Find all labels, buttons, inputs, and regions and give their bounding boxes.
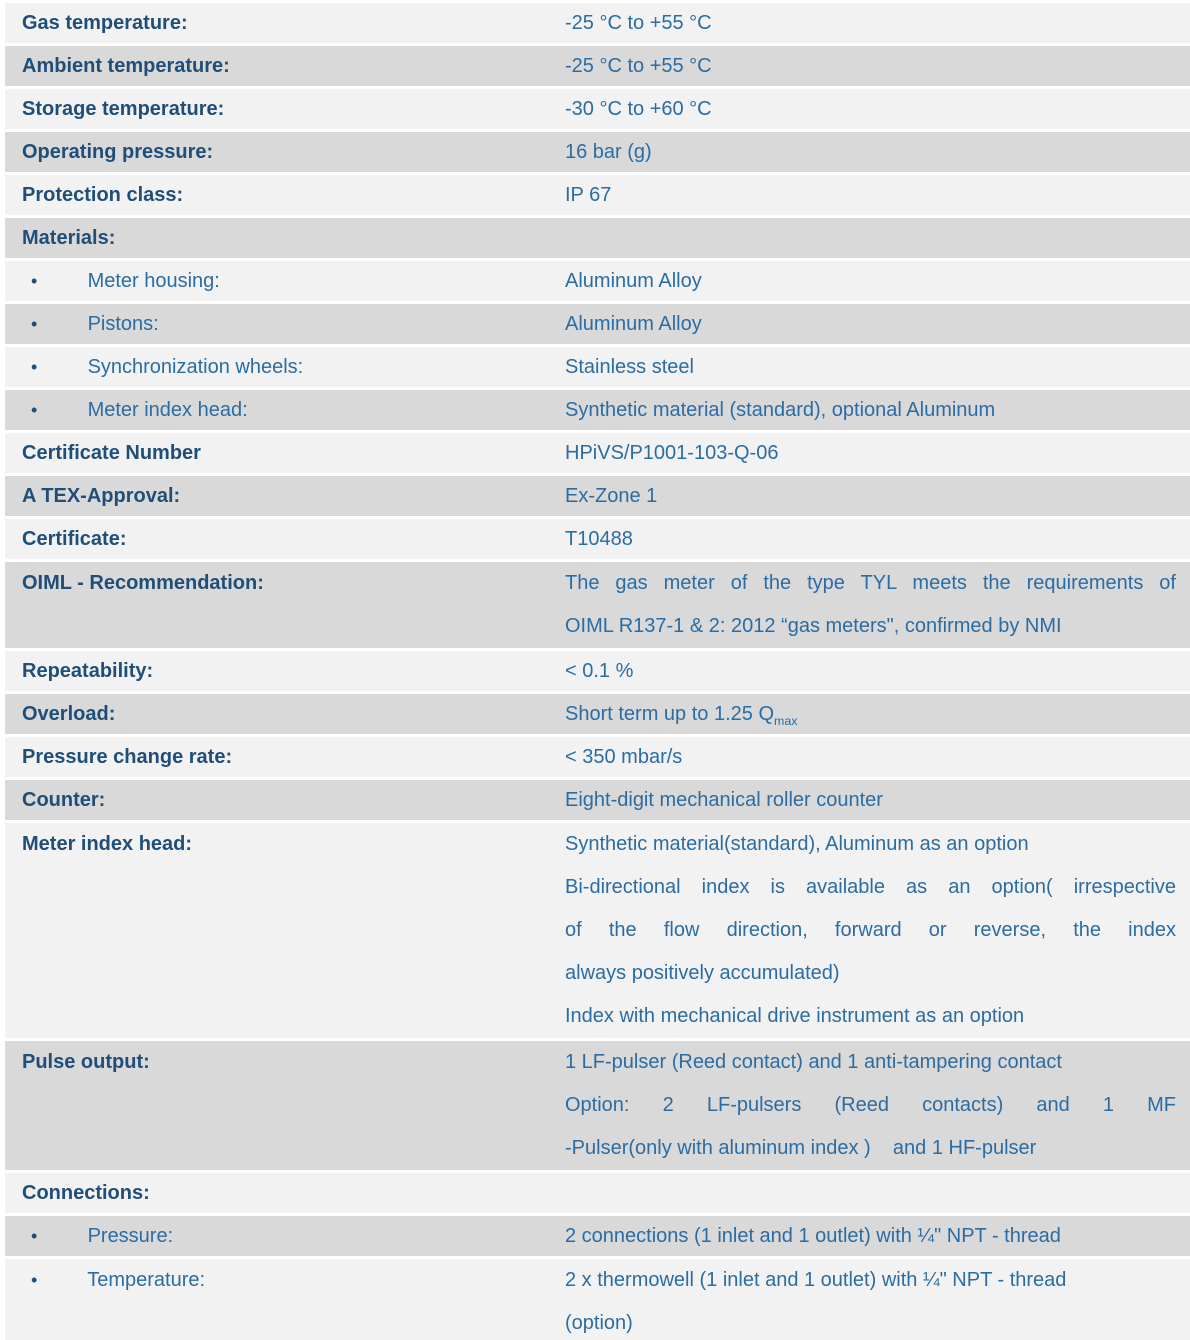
table-row xyxy=(5,1041,1190,1170)
spec-value-line: Short term up to 1.25 $Q_{max}$ xyxy=(565,703,798,728)
table-row xyxy=(5,175,1190,215)
spec-value-line: < 350 mbar/s xyxy=(565,746,683,768)
spec-label-cell xyxy=(5,694,565,734)
table-row xyxy=(5,519,1190,559)
spec-value-cell xyxy=(565,780,1190,820)
spec-value-cell xyxy=(565,651,1190,691)
spec-value-cell xyxy=(565,175,1190,215)
table-row xyxy=(5,89,1190,129)
spec-label-cell xyxy=(5,218,565,258)
spec-label-cell xyxy=(5,823,565,866)
spec-label: Pressure change rate: xyxy=(22,746,233,768)
bullet-icon: • xyxy=(31,1270,38,1290)
spec-value-cell xyxy=(565,89,1190,129)
spec-label-cell xyxy=(5,1041,565,1084)
spec-value-line: 2 x thermowell (1 inlet and 1 outlet) with ¼" NPT - thread xyxy=(565,1269,1067,1291)
spec-value-line: Stainless steel xyxy=(565,356,694,378)
spec-value-cell xyxy=(565,694,1190,734)
spec-label-cell xyxy=(5,1216,565,1256)
spec-label: Synchronization wheels: xyxy=(87,356,304,378)
spec-label-cell xyxy=(5,347,565,387)
spec-label-cell xyxy=(5,261,565,301)
spec-value-line: T10488 xyxy=(565,528,633,550)
spec-label: Materials: xyxy=(22,227,116,249)
spec-value-cell xyxy=(565,823,1190,1038)
spec-label: Pressure: xyxy=(87,1225,174,1247)
spec-value-cell xyxy=(565,304,1190,344)
spec-label-cell xyxy=(5,476,565,516)
spec-value-cell xyxy=(565,1173,1190,1213)
spec-label-cell xyxy=(5,519,565,559)
spec-value-line: Index with mechanical drive instrument as an option xyxy=(565,1005,1025,1027)
spec-value-line: 16 bar (g) xyxy=(565,141,652,163)
bullet-icon: • xyxy=(31,314,38,334)
bullet-icon: • xyxy=(31,400,38,420)
table-row xyxy=(5,261,1190,301)
spec-label: Pulse output: xyxy=(22,1051,150,1073)
spec-value-cell xyxy=(565,433,1190,473)
table-row xyxy=(5,433,1190,473)
spec-label-cell xyxy=(5,737,565,777)
spec-value-line: HPiVS/P1001-103-Q-06 xyxy=(565,442,779,464)
spec-label-cell xyxy=(5,780,565,820)
bullet-icon: • xyxy=(31,1226,38,1246)
table-row xyxy=(5,390,1190,430)
bullet-icon: • xyxy=(31,357,38,377)
spec-value-cell xyxy=(565,132,1190,172)
spec-value-line: Aluminum Alloy xyxy=(565,270,702,292)
table-row xyxy=(5,1216,1190,1256)
spec-label: Overload: xyxy=(22,703,116,725)
spec-label: Repeatability: xyxy=(22,660,154,682)
spec-value-line: Option: 2 LF-pulsers (Reed contacts) and 1 MF xyxy=(565,1094,1176,1116)
table-row xyxy=(5,218,1190,258)
table-row xyxy=(5,737,1190,777)
table-row xyxy=(5,3,1190,43)
spec-value-cell xyxy=(565,261,1190,301)
spec-value-cell xyxy=(565,519,1190,559)
spec-label-cell xyxy=(5,1173,565,1213)
spec-label: Gas temperature: xyxy=(22,12,188,34)
table-row xyxy=(5,132,1190,172)
spec-value-line: Bi-directional index is available as an option( irrespective xyxy=(565,876,1176,898)
spec-label-cell xyxy=(5,304,565,344)
spec-value-line: The gas meter of the type TYL meets the requirements of xyxy=(565,572,1176,594)
spec-label: Storage temperature: xyxy=(22,98,225,120)
spec-value-line: IP 67 xyxy=(565,184,612,206)
spec-label: Meter index head: xyxy=(87,399,248,421)
spec-label: Ambient temperature: xyxy=(22,55,230,77)
spec-value-cell xyxy=(565,562,1190,648)
spec-value-line: -25 °C to +55 °C xyxy=(565,12,712,34)
table-row xyxy=(5,46,1190,86)
spec-label: Connections: xyxy=(22,1182,150,1204)
spec-label: OIML - Recommendation: xyxy=(22,572,264,594)
spec-value-line: < 0.1 % xyxy=(565,660,634,682)
spec-value-line: OIML R137-1 & 2: 2012 “gas meters", confirmed by NMI xyxy=(565,615,1062,637)
table-row xyxy=(5,780,1190,820)
spec-value-cell xyxy=(565,737,1190,777)
table-row xyxy=(5,304,1190,344)
subscript-text: max xyxy=(774,714,798,728)
spec-label-cell xyxy=(5,562,565,605)
table-row xyxy=(5,823,1190,1038)
table-row xyxy=(5,1259,1190,1340)
spec-label: Operating pressure: xyxy=(22,141,214,163)
spec-value-cell xyxy=(565,218,1190,258)
spec-label: Meter index head: xyxy=(22,833,193,855)
spec-value-line: -30 °C to +60 °C xyxy=(565,98,712,120)
spec-value-line: always positively accumulated) xyxy=(565,962,840,984)
spec-label: Counter: xyxy=(22,789,106,811)
spec-value-cell xyxy=(565,1041,1190,1170)
spec-value-line: Aluminum Alloy xyxy=(565,313,702,335)
spec-label: Temperature: xyxy=(87,1269,206,1291)
table-row xyxy=(5,562,1190,648)
spec-label: A TEX-Approval: xyxy=(22,485,181,507)
spec-value-cell xyxy=(565,3,1190,43)
spec-label: Protection class: xyxy=(22,184,184,206)
spec-label-cell xyxy=(5,89,565,129)
spec-label-cell xyxy=(5,132,565,172)
spec-value-line: 1 LF-pulser (Reed contact) and 1 anti-tampering contact xyxy=(565,1051,1062,1073)
spec-value-line: of the flow direction, forward or reverse, the index xyxy=(565,919,1176,941)
table-row xyxy=(5,1173,1190,1213)
spec-value-line: -25 °C to +55 °C xyxy=(565,55,712,77)
spec-label: Meter housing: xyxy=(87,270,220,292)
spec-value-cell xyxy=(565,390,1190,430)
spec-value-cell xyxy=(565,347,1190,387)
table-row xyxy=(5,347,1190,387)
table-row xyxy=(5,476,1190,516)
table-row xyxy=(5,694,1190,734)
spec-label-cell xyxy=(5,433,565,473)
spec-label-cell xyxy=(5,46,565,86)
spec-label-cell xyxy=(5,651,565,691)
spec-label: Pistons: xyxy=(87,313,159,335)
spec-value-line: 2 connections (1 inlet and 1 outlet) with ¼" NPT - thread xyxy=(565,1225,1061,1247)
spec-label: Certificate: xyxy=(22,528,127,550)
spec-label-cell xyxy=(5,3,565,43)
spec-value-cell xyxy=(565,1259,1190,1340)
spec-value-cell xyxy=(565,1216,1190,1256)
table-row xyxy=(5,651,1190,691)
spec-label-cell xyxy=(5,1259,565,1302)
spec-value-line: -Pulser(only with aluminum index ) and 1 HF-pulser xyxy=(565,1137,1037,1159)
spec-value-cell xyxy=(565,476,1190,516)
spec-value-line: Synthetic material (standard), optional Aluminum xyxy=(565,399,996,421)
spec-value-line: (option) xyxy=(565,1312,633,1334)
spec-value-line: Eight-digit mechanical roller counter xyxy=(565,789,883,811)
bullet-icon: • xyxy=(31,271,38,291)
spec-label-cell xyxy=(5,390,565,430)
spec-value-line: Ex-Zone 1 xyxy=(565,485,658,507)
spec-value-line: Synthetic material(standard), Aluminum as an option xyxy=(565,833,1029,855)
spec-label: Certificate Number xyxy=(22,442,201,464)
spec-value-cell xyxy=(565,46,1190,86)
spec-label-cell xyxy=(5,175,565,215)
